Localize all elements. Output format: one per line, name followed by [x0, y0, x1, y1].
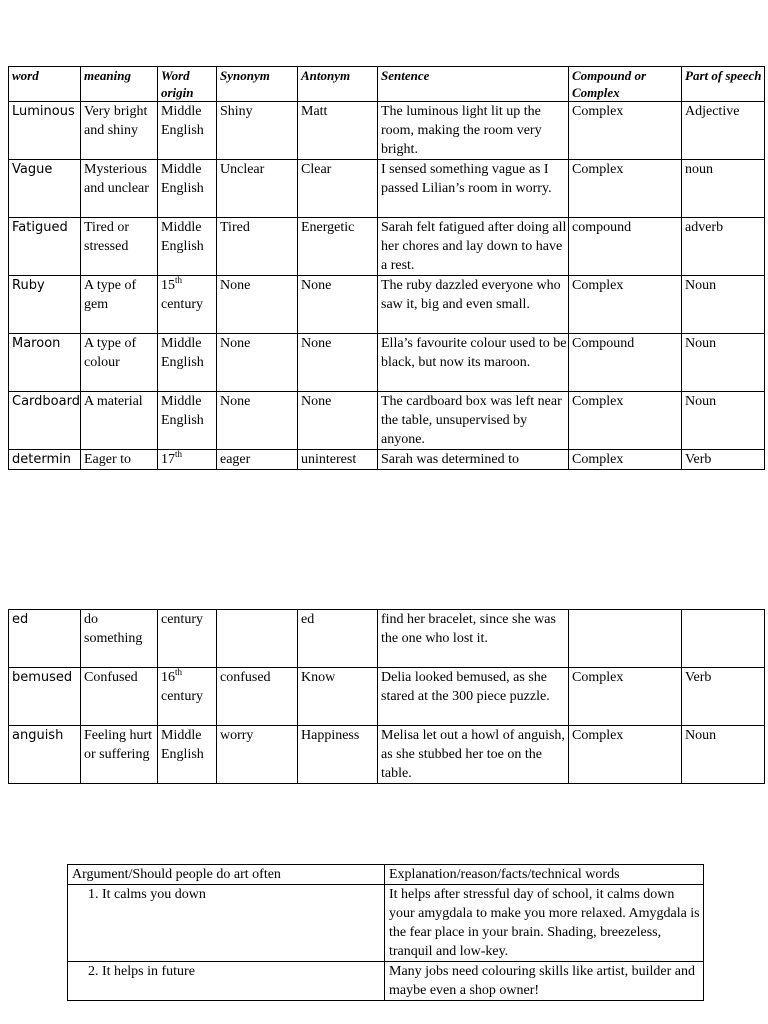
antonym-cell: Know	[298, 668, 378, 726]
word-cell: ed	[9, 610, 81, 668]
antonym-cell: uninterest	[298, 450, 378, 470]
synonym-cell: confused	[217, 668, 298, 726]
word-cell: Maroon	[9, 334, 81, 392]
pos-cell: Noun	[682, 334, 765, 392]
table-row	[9, 334, 765, 392]
word-cell: bemused	[9, 668, 81, 726]
table-row	[9, 726, 765, 784]
synonym-cell: None	[217, 392, 298, 450]
antonym-cell: ed	[298, 610, 378, 668]
header-part-of-speech: Part of speech	[682, 67, 765, 102]
type-cell: Complex	[569, 160, 682, 218]
antonym-cell: None	[298, 392, 378, 450]
pos-cell: Verb	[682, 668, 765, 726]
table-row	[9, 450, 765, 470]
antonym-cell: None	[298, 276, 378, 334]
pos-cell: Noun	[682, 726, 765, 784]
word-cell: Ruby	[9, 276, 81, 334]
antonym-cell: Happiness	[298, 726, 378, 784]
header-sentence: Sentence	[378, 67, 569, 102]
origin-cell: Middle English	[158, 392, 217, 450]
table-row	[9, 392, 765, 450]
header-synonym: Synonym	[217, 67, 298, 102]
origin-cell: Middle English	[158, 160, 217, 218]
header-word-origin: Word origin	[158, 67, 217, 102]
type-cell: Complex	[569, 102, 682, 160]
meaning-cell: Tired or stressed	[81, 218, 158, 276]
meaning-cell: Very bright and shiny	[81, 102, 158, 160]
sentence-cell: find her bracelet, since she was the one who lost it.	[378, 610, 569, 668]
meaning-cell: do something	[81, 610, 158, 668]
argument-table	[67, 864, 704, 1001]
antonym-cell: Clear	[298, 160, 378, 218]
type-cell: Complex	[569, 726, 682, 784]
table-row	[68, 885, 704, 962]
meaning-cell: A material	[81, 392, 158, 450]
table-header-row	[9, 67, 765, 102]
table-row	[9, 218, 765, 276]
antonym-cell: None	[298, 334, 378, 392]
meaning-cell: Eager to	[81, 450, 158, 470]
origin-cell: Middle English	[158, 334, 217, 392]
header-meaning: meaning	[81, 67, 158, 102]
type-cell: Complex	[569, 276, 682, 334]
synonym-cell: Unclear	[217, 160, 298, 218]
antonym-cell: Matt	[298, 102, 378, 160]
vocabulary-table	[8, 66, 765, 470]
type-cell: Complex	[569, 450, 682, 470]
table-row	[9, 668, 765, 726]
pos-cell	[682, 610, 765, 668]
word-cell: anguish	[9, 726, 81, 784]
synonym-cell: None	[217, 334, 298, 392]
origin-cell: 15th century	[158, 276, 217, 334]
header-antonym: Antonym	[298, 67, 378, 102]
pos-cell: Verb	[682, 450, 765, 470]
header-compound-or-complex: Compound or Complex	[569, 67, 682, 102]
origin-cell: Middle English	[158, 726, 217, 784]
pos-cell: Noun	[682, 392, 765, 450]
pos-cell: noun	[682, 160, 765, 218]
explanation-cell: It helps after stressful day of school, it calms down your amygdala to make you more relaxed. Amygdala is the fear place in your brain. Shading, breezeless, tranquil and low-key.	[385, 885, 704, 962]
sentence-cell: The cardboard box was left near the table, unsupervised by anyone.	[378, 392, 569, 450]
argument-cell: 2. It helps in future	[68, 962, 385, 1001]
meaning-cell: Feeling hurt or suffering	[81, 726, 158, 784]
word-cell: determin	[9, 450, 81, 470]
sentence-cell: Delia looked bemused, as she stared at the 300 piece puzzle.	[378, 668, 569, 726]
antonym-cell: Energetic	[298, 218, 378, 276]
word-cell: Cardboard	[9, 392, 81, 450]
type-cell: Complex	[569, 668, 682, 726]
sentence-cell: The luminous light lit up the room, making the room very bright.	[378, 102, 569, 160]
pos-cell: Adjective	[682, 102, 765, 160]
word-cell: Luminous	[9, 102, 81, 160]
meaning-cell: A type of gem	[81, 276, 158, 334]
origin-cell: Middle English	[158, 218, 217, 276]
sentence-cell: Sarah was determined to	[378, 450, 569, 470]
word-cell: Vague	[9, 160, 81, 218]
synonym-cell: Tired	[217, 218, 298, 276]
origin-cell: 16th century	[158, 668, 217, 726]
sentence-cell: I sensed something vague as I passed Lilian’s room in worry.	[378, 160, 569, 218]
table-row	[9, 610, 765, 668]
table-row	[9, 160, 765, 218]
synonym-cell: None	[217, 276, 298, 334]
synonym-cell: Shiny	[217, 102, 298, 160]
table-row	[9, 276, 765, 334]
sentence-cell: Ella’s favourite colour used to be black, but now its maroon.	[378, 334, 569, 392]
meaning-cell: A type of colour	[81, 334, 158, 392]
explanation-header: Explanation/reason/facts/technical words	[385, 865, 704, 885]
synonym-cell	[217, 610, 298, 668]
sentence-cell: Melisa let out a howl of anguish, as she stubbed her toe on the table.	[378, 726, 569, 784]
type-cell: compound	[569, 218, 682, 276]
type-cell	[569, 610, 682, 668]
pos-cell: adverb	[682, 218, 765, 276]
meaning-cell: Confused	[81, 668, 158, 726]
table-row	[9, 102, 765, 160]
word-cell: Fatigued	[9, 218, 81, 276]
type-cell: Compound	[569, 334, 682, 392]
argument-header-row	[68, 865, 704, 885]
origin-cell: Middle English	[158, 102, 217, 160]
vocabulary-table-continued	[8, 609, 765, 784]
origin-cell: century	[158, 610, 217, 668]
table-row	[68, 962, 704, 1001]
pos-cell: Noun	[682, 276, 765, 334]
header-word: word	[9, 67, 81, 102]
meaning-cell: Mysterious and unclear	[81, 160, 158, 218]
argument-cell: 1. It calms you down	[68, 885, 385, 962]
explanation-cell: Many jobs need colouring skills like artist, builder and maybe even a shop owner!	[385, 962, 704, 1001]
synonym-cell: worry	[217, 726, 298, 784]
type-cell: Complex	[569, 392, 682, 450]
argument-header: Argument/Should people do art often	[68, 865, 385, 885]
sentence-cell: Sarah felt fatigued after doing all her chores and lay down to have a rest.	[378, 218, 569, 276]
origin-cell: 17th	[158, 450, 217, 470]
sentence-cell: The ruby dazzled everyone who saw it, big and even small.	[378, 276, 569, 334]
synonym-cell: eager	[217, 450, 298, 470]
